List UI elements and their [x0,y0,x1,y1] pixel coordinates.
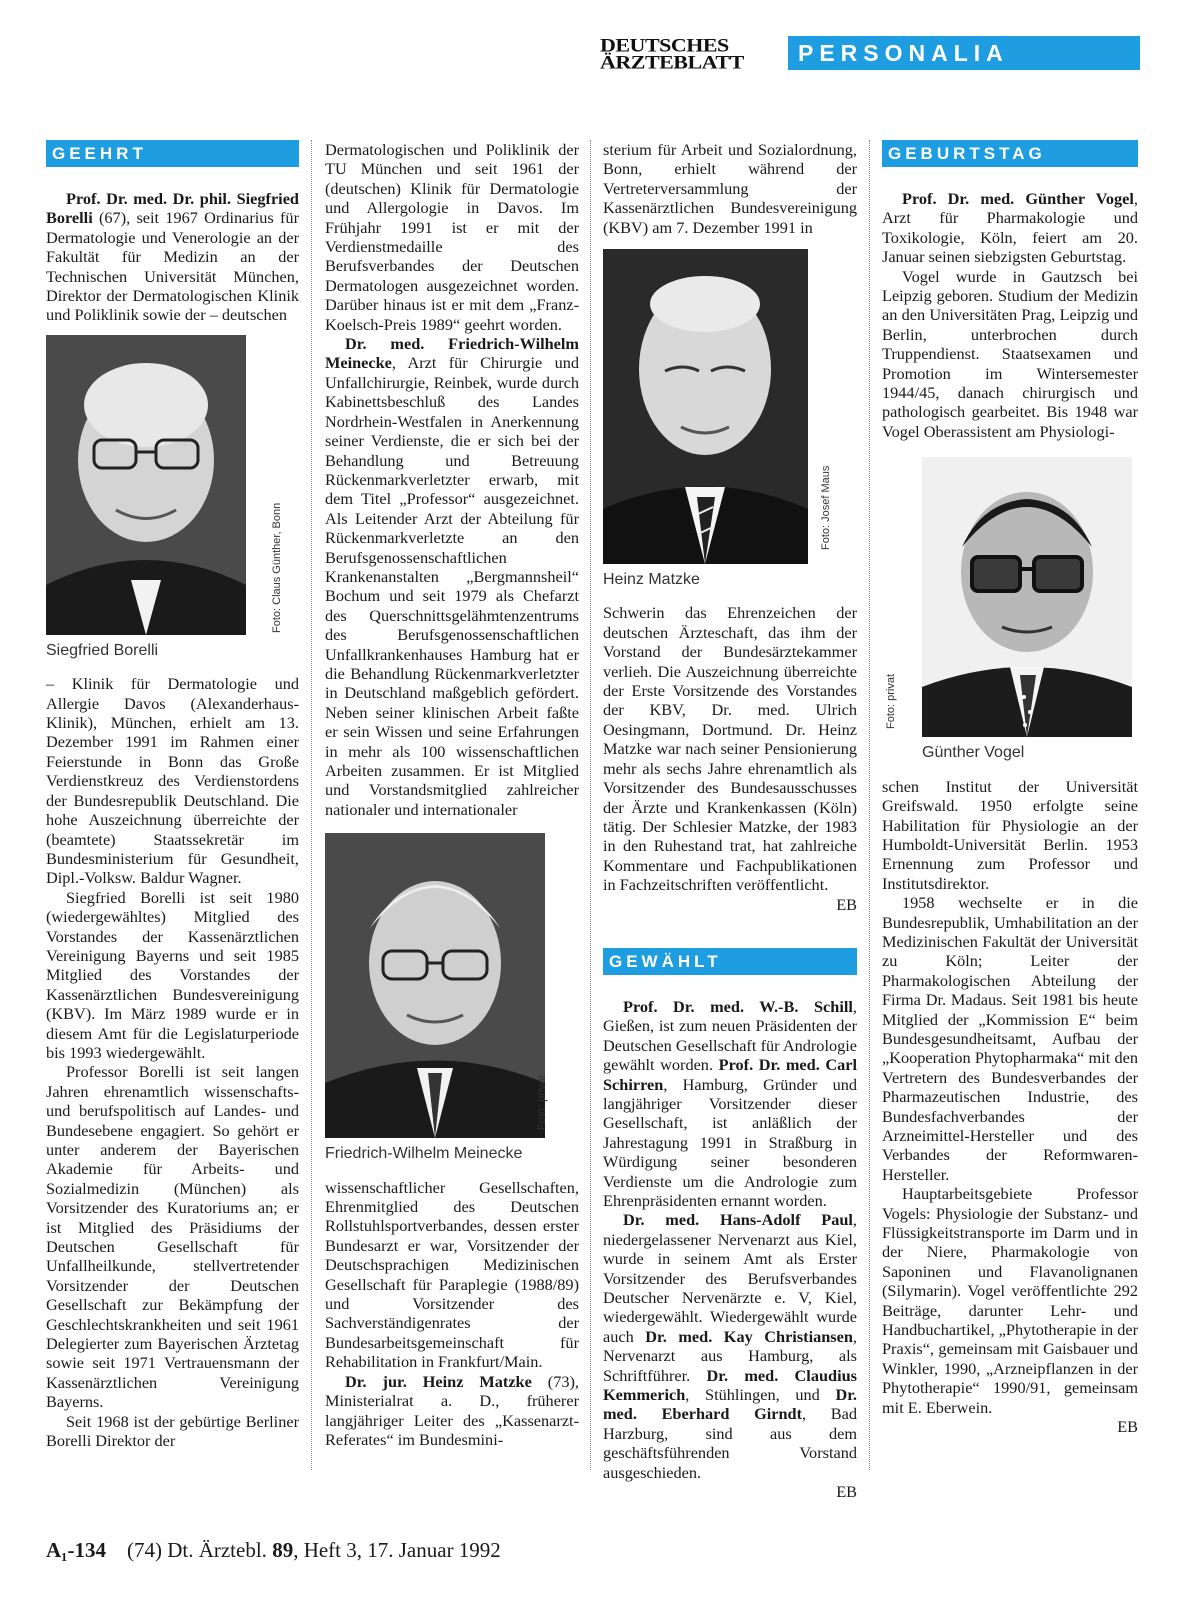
article-vogel-p4: 1958 wechselte er in die Bundesrepublik, Umhabilitation an der Medizinischen Fakultät der Universität zu Köln; Leiter der Pharmakologischen Abteilung der Firma Dr. Madaus. Seit 1981 bis heute Mitglied der „Kommission E“ beim Bundesgesundheitsamt, Aufbau der „Kooperation Phytopharmaka“ mit den Vertretern des Bundesverbandes der Pharmazeutischen Industrie, des Bundesfachverbandes der Arzneimittel-Hersteller und des Verbandes der Reformwaren-Hersteller. [882,893,1138,1184]
section-title-bar: PERSONALIA [788,36,1140,70]
article-text: , niedergelassener Nervenarzt aus Kiel, wurde in seinem Amt als Erster Vorsitzender des Berufsverbandes Deutscher Nervenärzte e. V, Kiel, wiedergewählt. Wiedergewählt wurde auch [603,1210,857,1346]
credit-matzke: Foto: Josef Maus [820,465,832,551]
article-vogel-p3: schen Institut der Universität Greifswald. 1950 erfolgte seine Habilitation für Physiologie an der Humboldt-Universität Berlin. 1953 Ernennung zum Professor und Institutsdirektor. [882,776,1138,893]
person-name: Dr. med. Eberhard Girndt [603,1385,857,1424]
article-text: , Bad Harzburg, sind aus dem geschäftsführenden Vorstand ausgeschieden. [603,1404,857,1482]
person-name: Dr. med. Kay Christiansen [645,1326,853,1346]
article-meinecke-cont: wissenschaftlicher Gesellschaften, Ehrenmitglied des Deutschen Rollstuhlsportverbandes, dessen erster Bundesarzt er war, Vorsitzender der Deutschsprachigen Medizinischen Gesellschaft für Paraplegie (1988/89) und Vorsitzender des Sachverständigenrates der Bundesarbeitsgemeinschaft für Rehabilitation in Frankfurt/Main. [325,1177,579,1372]
article-meinecke [325,334,579,819]
person-name: Dr. med. Friedrich-Wilhelm Meinecke [325,334,579,373]
author-initials: EB [836,1482,857,1502]
masthead-logo [600,34,780,73]
article-text: , Nervenarzt aus Hamburg, als Schriftführer. [603,1326,857,1385]
article-text: (67), seit 1967 Ordinarius für Dermatologie und Venerologie an der Fakultät für Medizin an der Technischen Universität München, Direktor der Dermatologischen Klinik und Poliklinik sowie der – deutschen [46,208,299,325]
heading-geburtstag: GEBURTSTAG [882,140,1138,167]
article-borelli-p5: Seit 1968 ist der gebürtige Berliner Borelli Direktor der [46,1411,299,1451]
person-name: Dr. med. Hans-Adolf Paul [623,1210,853,1230]
page-number: A₁-134 [46,1538,106,1562]
article-borelli-p2: – Klinik für Dermatologie und Allergie Davos (Alexanderhaus-Klinik), München, erhielt am 13. Dezember 1991 im Rahmen einer Feierstunde in Bonn das Große Verdienstkreuz des Verdienstordens der Bundesrepublik Deutschland. Die hohe Auszeichnung überreichte der (beamtete) Staatssekretär im Bundesministerium für Gesundheit, Dipl.-Volksw. Baldur Wagner. [46,674,299,888]
heading-geehrt: GEEHRT [46,140,299,167]
article-gewaehlt [603,997,857,1210]
issue-ref: (74) Dt. Ärztebl. [126,1538,267,1562]
article-text: , Stühlingen, und [685,1385,836,1405]
column-4 [882,140,1138,1437]
column-1 [46,140,299,1451]
article-borelli-p3: Siegfried Borelli ist seit 1980 (wiedergewähltes) Mitglied des Vorstandes der Kassenärztlichen Vereinigung Bayerns und seit 1985 Mitglied des Vorstandes der Kassenärztlichen Bundesvereinigung (KBV). Im März 1989 wurde er in diesem Amt für die Legislaturperiode bis 1993 wiedergewählt. [46,887,299,1062]
person-name: Dr. jur. Heinz Matzke [345,1371,532,1391]
article-matzke-cont: sterium für Arbeit und Sozialordnung, Bonn, erhielt während der Vertreterversammlung der Kassenärztlichen Bundesvereinigung (KBV) am 7. Dezember 1991 in [603,140,857,237]
column-2 [325,140,579,1449]
issue-date: , Heft 3, 17. Januar 1992 [293,1538,501,1562]
article-borelli-intro [46,189,299,325]
person-name: Prof. Dr. med. W.-B. Schill [623,996,853,1016]
article-text: , Gießen, ist zum neuen Präsidenten der Deutschen Gesellschaft für Andrologie gewählt worden. [603,996,857,1075]
article-text: , Arzt für Chirurgie und Unfallchirurgie, Reinbek, wurde durch Kabinettsbeschluß des Landes Nordrhein-Westfalen in Anerkennung seiner Verdienste, die er sich bei der Behandlung und Betreuung Rückenmarkverletzter erwarb, mit dem Titel „Professor“ ausgezeichnet. Als Leitender Arzt der Abteilung für Rückenmarkverletzte an den Berufsgenossenschaftlichen Krankenanstalten „Bergmannsheil“ Bochum und seit 1979 als Chefarzt des Querschnittsgelähmtenzentrums des Berufsgenossenschaftlichen Unfallkrankenhauses Hamburg hat er die Behandlung Rückenmarkverletzter in Deutschland maßgeblich gefördert. Neben seiner klinischen Arbeit faßte er sein Wissen und seine Erfahrungen in mehr als 100 wissenschaftlichen Arbeiten zusammen. Er ist Mitglied und Vorstandsmitglied zahlreicher nationaler und internationaler [325,353,579,819]
portrait-image [603,249,808,564]
volume-number: 89 [272,1538,294,1562]
credit-vogel: Foto: privat [885,674,897,730]
person-name: Prof. Dr. med. Dr. phil. Siegfried Borelli [46,189,299,228]
portrait-vogel [922,457,1132,737]
article-gewaehlt-p2 [603,1210,857,1482]
portrait-image [46,335,246,635]
caption-meinecke: Friedrich-Wilhelm Meinecke [325,1145,523,1163]
column-rule [311,140,312,1470]
article-vogel-p5: Hauptarbeitsgebiete Professor Vogels: Physiologie der Substanz- und Flüssigkeitstransporte im Darm und in der Niere, Pharmakologie von Saponinen und Flavanolignanen (Silymarin). Vogel veröffentlichte 292 Beiträge, darunter Lehr- und Handbuchartikel, „Phytotherapie in der Praxis“, gemeinsam mit Gaisbauer und Winkler, 1990, „Arzneipflanzen in der Phytotherapie“ 1990/91, gemeinsam mit E. Eberwein. [882,1184,1138,1417]
portrait-image [325,833,545,1138]
author-initials: EB [836,894,857,914]
article-borelli-p4: Professor Borelli ist seit langen Jahren ehrenamtlich wissenschafts- und berufspolitisch auf Landes- und Bundesebene engagiert. So gehört er unter anderem der Bayerischen Akademie für Arbeits- und Sozialmedizin (München) als Vorsitzender des Kuratoriums an; er ist Mitglied des Präsidiums der Deutschen Gesellschaft für Unfallheilkunde, stellvertretender Vorsitzender der Deutschen Gesellschaft zur Bekämpfung der Geschlechtskrankheiten und seit 1961 Delegierter zum Bayerischen Ärztetag sowie seit 1971 Vertrauensmann der Kassenärztlichen Vereinigung Bayerns. [46,1062,299,1412]
article-borelli-cont: Dermatologischen und Poliklinik der TU München und seit 1961 der (deutschen) Klinik für Dermatologie und Allergologie in Davos. Im Frühjahr 1991 ist er mit der Verdienstmedaille des Berufsverbandes der Deutschen Dermatologen ausgezeichnet worden. Darüber hinaus ist er mit dem „Franz-Koelsch-Preis 1989“ geehrt worden. [325,140,579,334]
article-vogel [882,189,1138,267]
person-name: Dr. med. Claudius Kemmerich [603,1365,857,1405]
caption-borelli: Siegfried Borelli [46,641,159,659]
article-text: , Hamburg, Gründer und langjähriger Vorsitzender dieser Gesellschaft, ist anläßlich der Jahrestagung 1991 in Straßburg in Würdigung seiner besonderen Verdienste um die Andrologie zum Ehrenpräsidenten ernannt worden. [603,1074,857,1210]
masthead-line1: DEUTSCHES [600,34,729,56]
credit-meinecke: Foto: privat [536,1075,548,1131]
column-rule [869,140,870,1470]
column-rule [590,140,591,1470]
portrait-borelli [46,335,246,635]
portrait-matzke [603,249,808,564]
credit-borelli: Foto: Claus Günther, Bonn [271,502,283,633]
article-text: , Arzt für Pharmakologie und Toxikologie, Köln, feiert am 20. Januar seinen siebzigsten Geburtstag. [882,189,1138,267]
masthead-line2: ÄRZTEBLATT [600,51,744,73]
column-3 [603,140,857,1502]
portrait-meinecke [325,833,545,1138]
article-matzke-p2: Schwerin das Ehrenzeichen der deutschen Ärzteschaft, das ihm der Vorstand der Bundesärztekammer verlieh. Die Auszeichnung überreichte der Erste Vorsitzende des Vorstandes der KBV, Dr. med. Ulrich Oesingmann, Dortmund. Dr. Heinz Matzke war nach seiner Pensionierung mehr als sechs Jahre ehrenamtlich als Vorsitzender des Bundesausschusses der Ärzte und Krankenkassen (Köln) tätig. Der Schlesier Matzke, der 1983 in den Ruhestand trat, hat zahlreiche Kommentare und Fachpublikationen in Fachzeitschriften veröffentlicht. [603,603,857,895]
article-vogel-p2: Vogel wurde in Gautzsch bei Leipzig geboren. Studium der Medizin an den Universitäten Prag, Leipzig und Berlin, unterbrochen durch Truppendienst. Staatsexamen und Promotion im Wintersemester 1944/45, danach chirurgisch und pathologisch gearbeitet. Bis 1948 war Vogel Oberassistent am Physiologi- [882,266,1138,441]
person-name: Prof. Dr. med. Günther Vogel [902,189,1134,208]
caption-matzke: Heinz Matzke [603,571,700,589]
article-text: (73), Ministerialrat a. D., früherer langjähriger Leiter des „Kassenarzt-Referates“ im Bundesmini- [325,1371,579,1449]
page-footer [46,1538,501,1563]
portrait-image [922,457,1132,737]
author-initials: EB [1117,1417,1138,1437]
caption-vogel: Günther Vogel [922,744,1025,762]
heading-gewaehlt: GEWÄHLT [603,948,857,975]
person-name: Prof. Dr. med. Carl Schirren [603,1055,858,1094]
article-matzke [325,1372,579,1450]
